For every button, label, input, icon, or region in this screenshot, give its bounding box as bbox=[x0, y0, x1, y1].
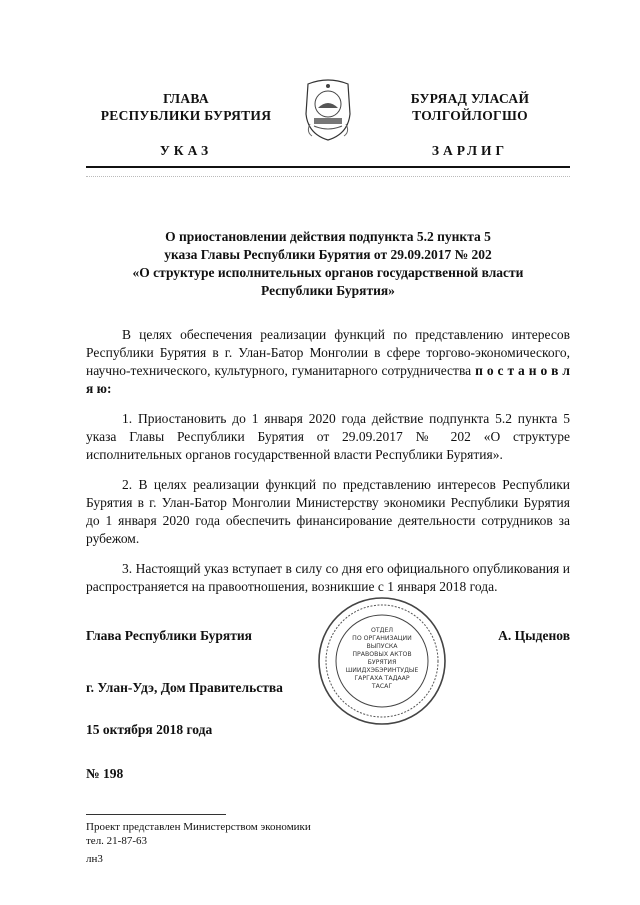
official-stamp bbox=[316, 595, 448, 727]
stamp-line7: ГАРГАХА ТАДААР bbox=[354, 675, 410, 682]
title-line3: «О структуре исполнительных органов государственной власти bbox=[132, 265, 524, 280]
clause-1: 1. Приостановить до 1 января 2020 года действие подпункта 5.2 пункта 5 указа Главы Республики Бурятия от 29.09.2017 № 202 «О структуре исполнительных органов государственной власти Республики Бурятия». bbox=[86, 411, 570, 462]
footnote-phone: тел. 21-87-63 bbox=[86, 835, 148, 847]
title-line4: Республики Бурятия» bbox=[261, 283, 395, 298]
stamp-line4: ПРАВОВЫХ АКТОВ bbox=[352, 651, 412, 658]
title-line2: указа Главы Республики Бурятия от 29.09.2017 № 202 bbox=[164, 247, 492, 262]
coat-of-arms-icon bbox=[296, 74, 360, 144]
intro-text: В целях обеспечения реализации функций по представлению интересов Республики Бурятия в г. Улан-Батор Монголии в сфере торгово-экономического, научно-технического, культурного, гуманитарного сотрудничества bbox=[86, 327, 570, 378]
stamp-line6: ШИИДХЭБЭРИНТУДЫЕ bbox=[345, 667, 419, 674]
footnote-code: лн3 bbox=[86, 853, 103, 865]
header-right-line2: ТОЛГОЙЛОГШО bbox=[412, 108, 528, 123]
signing-place: г. Улан-Удэ, Дом Правительства bbox=[86, 680, 283, 695]
signatory-name: А. Цыденов bbox=[498, 628, 570, 643]
title-line1: О приостановлении действия подпункта 5.2 пункта 5 bbox=[165, 229, 491, 244]
signatory-position: Глава Республики Бурятия bbox=[86, 628, 252, 643]
header-dotted-rule bbox=[86, 176, 570, 177]
doc-type-left: УКАЗ bbox=[159, 143, 213, 158]
header-left-line2: РЕСПУБЛИКИ БУРЯТИЯ bbox=[100, 108, 272, 123]
decree-number: № 198 bbox=[86, 766, 124, 781]
intro-paragraph bbox=[86, 326, 570, 398]
stamp-line3: ВЫПУСКА bbox=[366, 643, 398, 650]
header-rule bbox=[86, 166, 570, 168]
header-left bbox=[86, 90, 286, 124]
clause-2: 2. В целях реализации функций по представлению интересов Республики Бурятия в г. Улан-Батор Монголии Министерству экономики Республики Бурятия до 1 января 2020 года обеспечить финансирование деятельности сотрудников за рубежом. bbox=[86, 477, 570, 546]
footnote-rule bbox=[86, 814, 226, 815]
clause-3: 3. Настоящий указ вступает в силу со дня его официального опубликования и распространяется на правоотношения, возникшие с 1 января 2018 года. bbox=[86, 561, 570, 594]
stamp-line5: БУРЯТИЯ bbox=[367, 659, 397, 666]
header-left-line1: ГЛАВА bbox=[163, 91, 209, 106]
decree-body bbox=[86, 326, 570, 596]
decree-word: п о с т а н о в л я ю: bbox=[86, 363, 570, 396]
stamp-text bbox=[336, 627, 428, 691]
decree-title bbox=[86, 228, 570, 300]
stamp-line1: ОТДЕЛ bbox=[370, 627, 394, 634]
stamp-line8: ТАСАГ bbox=[371, 683, 393, 690]
footnote bbox=[86, 820, 311, 848]
stamp-line2: ПО ОРГАНИЗАЦИИ bbox=[352, 635, 412, 642]
header-right bbox=[380, 90, 560, 124]
header-right-line1: БУРЯАД УЛАСАЙ bbox=[410, 91, 530, 106]
doc-type-right: ЗАРЛИГ bbox=[431, 143, 509, 158]
signing-date: 15 октября 2018 года bbox=[86, 722, 213, 737]
footnote-note: Проект представлен Министерством экономики bbox=[86, 821, 311, 833]
